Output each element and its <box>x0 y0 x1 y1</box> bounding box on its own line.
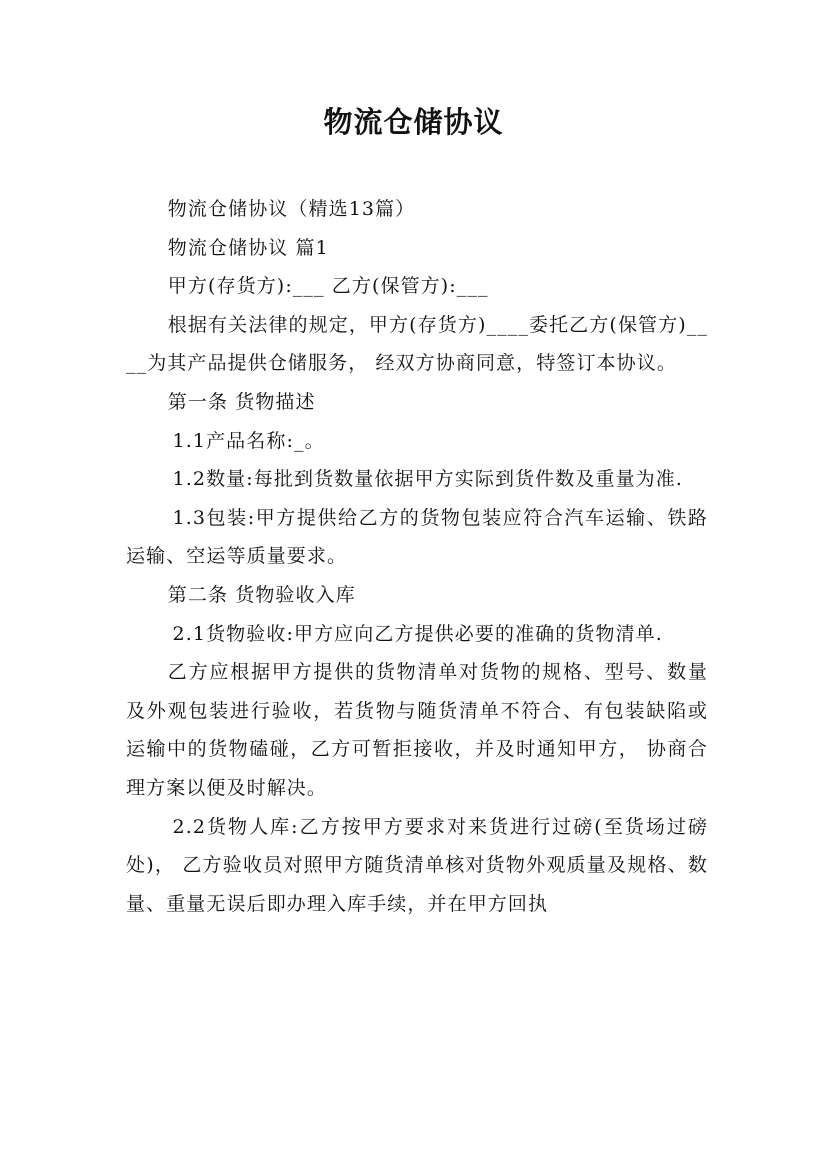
paragraph-inspection-details: 乙方应根据甲方提供的货物清单对货物的规格、型号、数量及外观包装进行验收，若货物与随货清单不符合、有包装缺陷或运输中的货物磕碰，乙方可暂拒接收，并及时通知甲方， 协商合理方案以便及时解决。 <box>126 661 708 799</box>
paragraph-clause-1-3: 1.3包装:甲方提供给乙方的货物包装应符合汽车运输、铁路运输、空运等质量要求。 <box>126 506 708 568</box>
document-body <box>126 190 708 923</box>
paragraph-article-1-heading: 第一条 货物描述 <box>167 390 316 413</box>
paragraph-clause-2-2: 2.2货物人库:乙方按甲方要求对来货进行过磅(至货场过磅处)， 乙方验收员对照甲方随货清单核对货物外观质量及规格、数量、重量无误后即办理入库手续，并在甲方回执 <box>126 815 708 915</box>
paragraph-clause-1-1: 1.1产品名称:_。 <box>172 429 325 452</box>
paragraph-article-2-heading: 第二条 货物验收入库 <box>167 583 356 606</box>
paragraph-parties: 甲方(存货方):___ 乙方(保管方):___ <box>167 275 489 298</box>
paragraph-clause-2-1: 2.1货物验收:甲方应向乙方提供必要的准确的货物清单. <box>172 622 663 645</box>
paragraph-preamble: 根据有关法律的规定，甲方(存货方)____委托乙方(保管方)____为其产品提供仓储服务， 经双方协商同意，特签订本协议。 <box>126 313 708 375</box>
paragraph-subtitle: 物流仓储协议（精选13篇） <box>167 198 416 220</box>
paragraph-section-heading: 物流仓储协议 篇1 <box>167 236 329 259</box>
document-title: 物流仓储协议 <box>323 105 504 139</box>
paragraph-clause-1-2: 1.2数量:每批到货数量依据甲方实际到货件数及重量为准. <box>172 468 684 491</box>
